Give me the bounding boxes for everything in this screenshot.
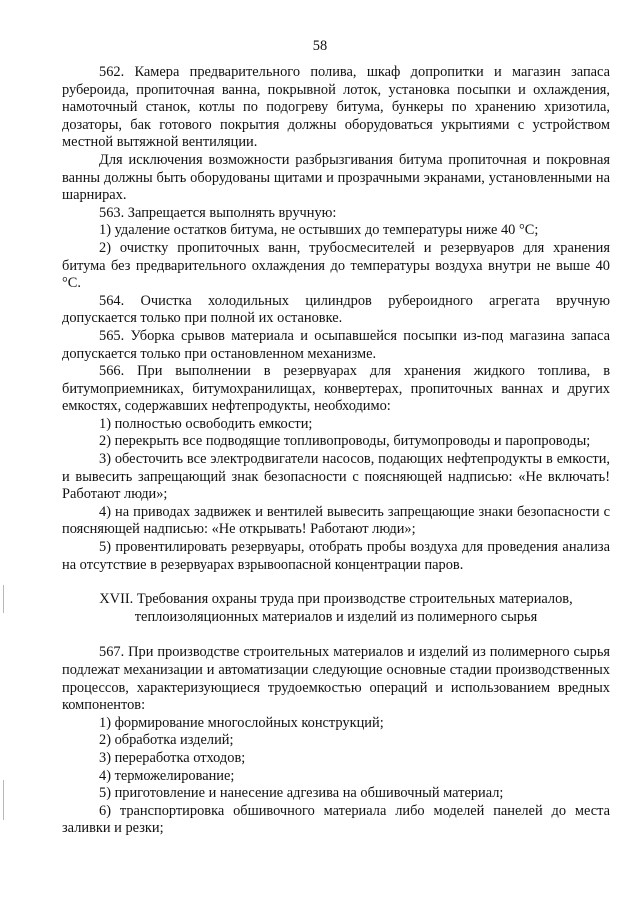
paragraph: 563. Запрещается выполнять вручную: <box>99 204 337 221</box>
scan-margin-mark <box>3 780 4 820</box>
list-item: 5) приготовление и нанесение адгезива на обшивочный материал; <box>99 785 504 802</box>
list-item: 2) обработка изделий; <box>99 732 234 749</box>
list-item: 2) очистку пропиточных ванн, трубосмесителей и резервуаров для хранения битума без предварительного охлаждения до температуры воздуха внутри не выше 40 °C. <box>62 239 610 292</box>
list-item: 5) провентилировать резервуары, отобрать пробы воздуха для проведения анализа на отсутствие в резервуарах взрывоопасной концентрации паров. <box>62 539 610 573</box>
scan-margin-mark <box>3 585 4 613</box>
paragraph: 567. При производстве строительных материалов и изделий из полимерного сырья подлежат механизации и автоматизации следующие основные стадии производственных процессов, характеризующиеся трудоемкостью операций и использованием вредных компонентов: <box>62 644 610 714</box>
paragraph: 566. При выполнении в резервуарах для хранения жидкого топлива, в битумоприемниках, битумохранилищах, конвертерах, пропиточных ваннах и других емкостях, содержавших нефтепродукты, необходимо: <box>62 363 610 415</box>
paragraph: Для исключения возможности разбрызгивания битума пропиточная и покровная ванны должны быть оборудованы щитами и прозрачными экранами, установленными на шарнирах. <box>62 151 610 204</box>
list-item: 3) обесточить все электродвигатели насосов, подающих нефтепродукты в емкости, и вывесить запрещающий знак безопасности с поясняющей надписью: «Не включать! Работают люди»; <box>62 451 610 503</box>
list-item: 1) удаление остатков битума, не остывших до температуры ниже 40 °C; <box>99 222 539 239</box>
list-item: 3) переработка отходов; <box>99 749 246 766</box>
paragraph: 564. Очистка холодильных цилиндров рубероидного агрегата вручную допускается только при полной их остановке. <box>62 292 610 327</box>
list-item: 1) формирование многослойных конструкций; <box>99 714 384 731</box>
list-item: 6) транспортировка обшивочного материала либо моделей панелей до места заливки и резки; <box>62 802 610 837</box>
list-item: 4) на приводах задвижек и вентилей вывесить запрещающие знаки безопасности с поясняющей надписью: «Не открывать! Работают люди»; <box>62 503 610 538</box>
paragraph: 562. Камера предварительного полива, шкаф допропитки и магазин запаса рубероида, пропиточная ванна, покрывной лоток, установка посыпки и охлаждения, намоточный станок, котлы по подогреву битума, бункеры по хранению хризотила, дозаторы, бак готового покрытия должны оборудоваться укрытиями с устройством местной вытяжной вентиляции. <box>62 64 610 151</box>
list-item: 2) перекрыть все подводящие топливопроводы, битумопроводы и паропроводы; <box>99 433 591 450</box>
section-heading: XVII. Требования охраны труда при производстве строительных материалов, теплоизоляционных материалов и изделий из полимерного сырья <box>99 591 573 625</box>
document-body <box>62 64 610 838</box>
paragraph: 565. Уборка срывов материала и осыпавшейся посыпки из-под магазина запаса допускается только при остановленном механизме. <box>62 327 610 362</box>
page-number: 58 <box>312 38 328 54</box>
list-item: 1) полностью освободить емкости; <box>99 415 313 432</box>
list-item: 4) терможелирование; <box>99 767 235 784</box>
